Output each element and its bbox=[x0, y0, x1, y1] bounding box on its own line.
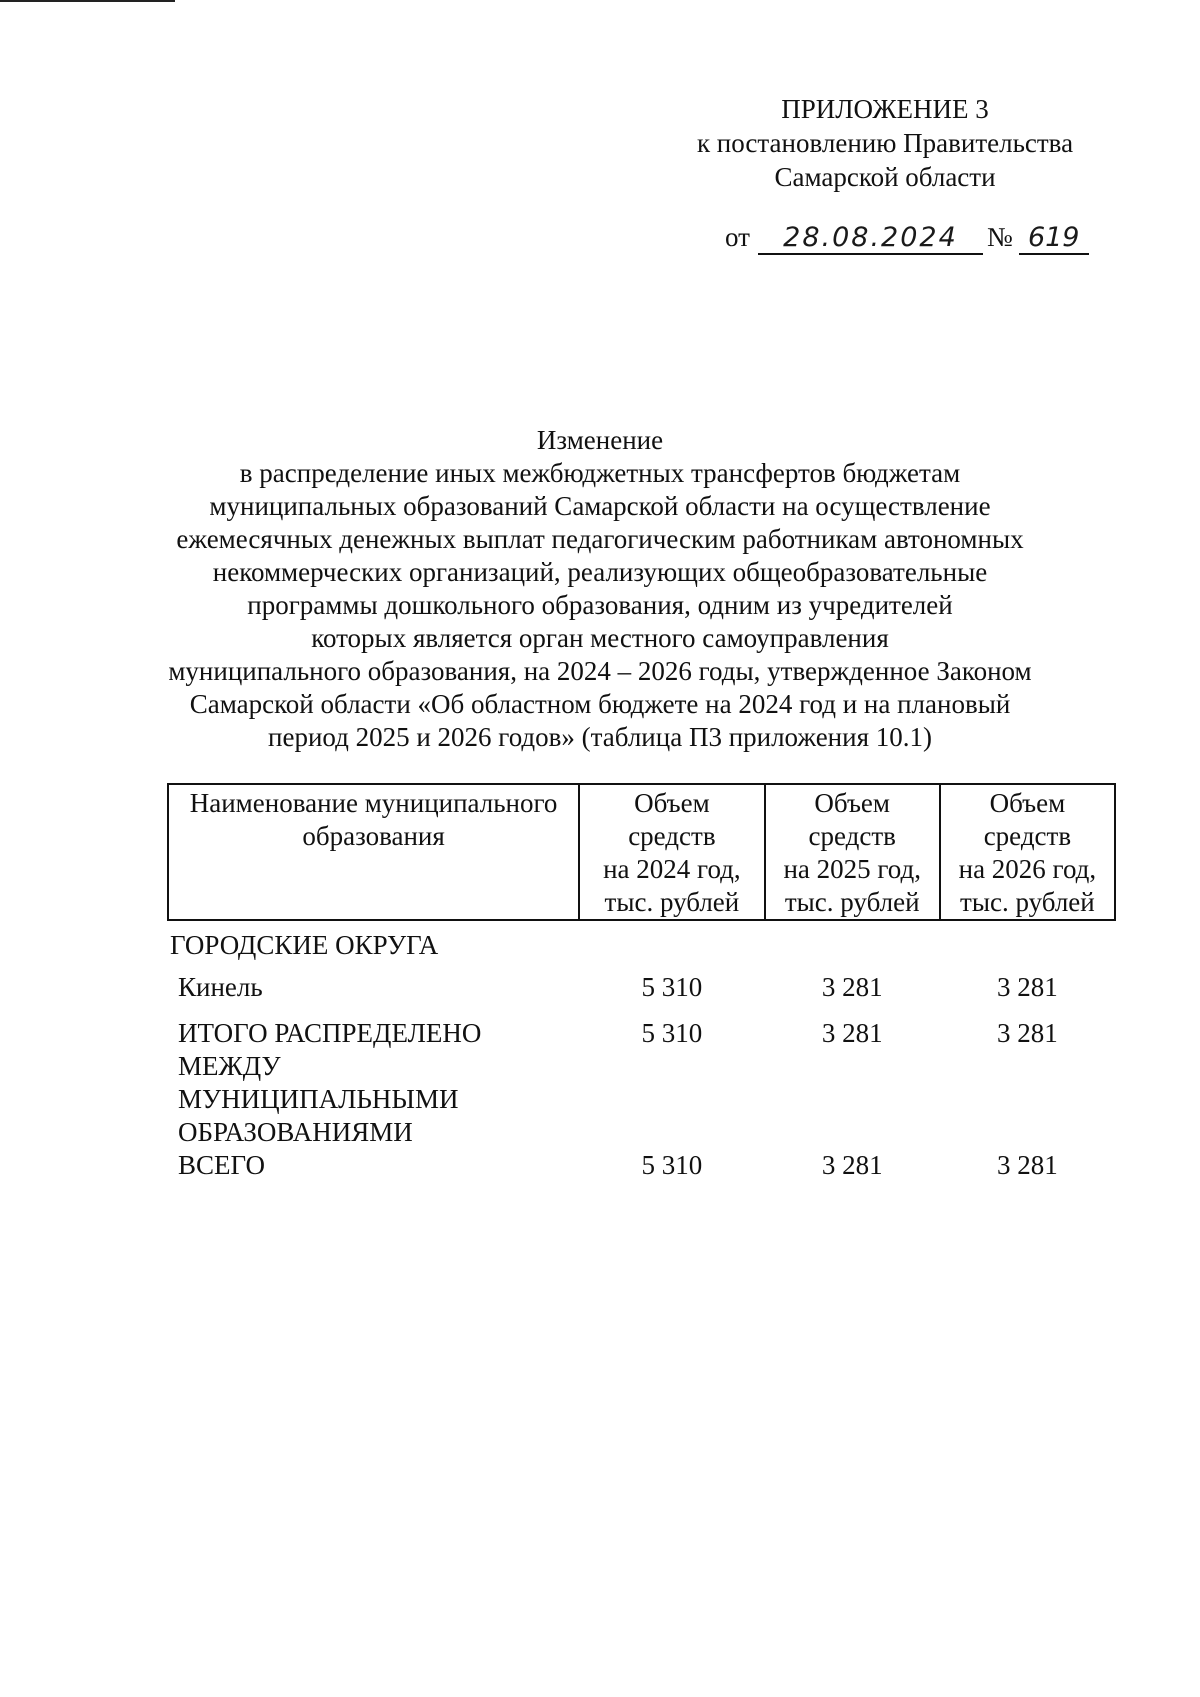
title-line: которых является орган местного самоуправления bbox=[311, 623, 889, 653]
table-row bbox=[168, 967, 1115, 1017]
title-line: ежемесячных денежных выплат педагогическим работникам автономных bbox=[176, 524, 1024, 554]
decree-reference bbox=[725, 222, 1089, 255]
title-line: Самарской области «Об областном бюджете на 2024 год и на плановый bbox=[189, 689, 1011, 719]
total-distributed-2025: 3 281 bbox=[821, 1018, 883, 1048]
header-amount-2024: Объем средств на 2024 год, тыс. рублей bbox=[579, 784, 764, 920]
appendix-block bbox=[650, 92, 1120, 194]
amount-2026: 3 281 bbox=[997, 972, 1058, 1002]
title-line: некоммерческих организаций, реализующих общеобразовательные bbox=[212, 557, 988, 587]
amount-2025: 3 281 bbox=[821, 972, 883, 1002]
appendix-line-3: Самарской области bbox=[774, 162, 996, 192]
table-group-row bbox=[168, 920, 1115, 967]
table-row-total-all bbox=[168, 1149, 1115, 1182]
header-amount-2025: Объем средств на 2025 год, тыс. рублей bbox=[765, 784, 940, 920]
distribution-table-wrapper bbox=[167, 783, 1116, 1182]
title-line: Изменение bbox=[536, 425, 664, 455]
title-line: муниципальных образований Самарской области на осуществление bbox=[209, 491, 991, 521]
title-line: муниципального образования, на 2024 – 2026 годы, утвержденное Законом bbox=[168, 656, 1032, 686]
amount-2024: 5 310 bbox=[641, 972, 703, 1002]
table-row-total-distributed bbox=[168, 1017, 1115, 1149]
group-label: ГОРОДСКИЕ ОКРУГА bbox=[170, 930, 439, 960]
distribution-table bbox=[167, 783, 1116, 1182]
document-title bbox=[100, 424, 1100, 754]
decree-prefix: от bbox=[725, 222, 750, 252]
decree-number-handwritten: 619 bbox=[1019, 223, 1089, 255]
municipality-name: Кинель bbox=[178, 972, 263, 1002]
decree-date-handwritten: 28.08.2024 bbox=[758, 223, 983, 255]
decree-number-label: № bbox=[986, 222, 1013, 252]
table-header-row bbox=[168, 784, 1115, 920]
title-line: период 2025 и 2026 годов» (таблица П3 приложения 10.1) bbox=[268, 722, 932, 752]
total-all-2025: 3 281 bbox=[821, 1150, 883, 1180]
total-all-2026: 3 281 bbox=[997, 1150, 1058, 1180]
appendix-title: ПРИЛОЖЕНИЕ 3 bbox=[781, 94, 989, 124]
header-amount-2026: Объем средств на 2026 год, тыс. рублей bbox=[940, 784, 1115, 920]
scan-edge-mark bbox=[0, 0, 175, 2]
total-all-2024: 5 310 bbox=[641, 1150, 703, 1180]
total-all-label: ВСЕГО bbox=[178, 1150, 265, 1180]
total-distributed-label: ИТОГО РАСПРЕДЕЛЕНО МЕЖДУ МУНИЦИПАЛЬНЫМИ ОБРАЗОВАНИЯМИ bbox=[178, 1018, 482, 1147]
total-distributed-2026: 3 281 bbox=[997, 1018, 1058, 1048]
title-line: программы дошкольного образования, одним из учредителей bbox=[247, 590, 953, 620]
appendix-line-2: к постановлению Правительства bbox=[696, 128, 1074, 158]
total-distributed-2024: 5 310 bbox=[641, 1018, 703, 1048]
title-line: в распределение иных межбюджетных трансфертов бюджетам bbox=[239, 458, 961, 488]
header-municipality: Наименование муниципального образования bbox=[168, 784, 579, 920]
